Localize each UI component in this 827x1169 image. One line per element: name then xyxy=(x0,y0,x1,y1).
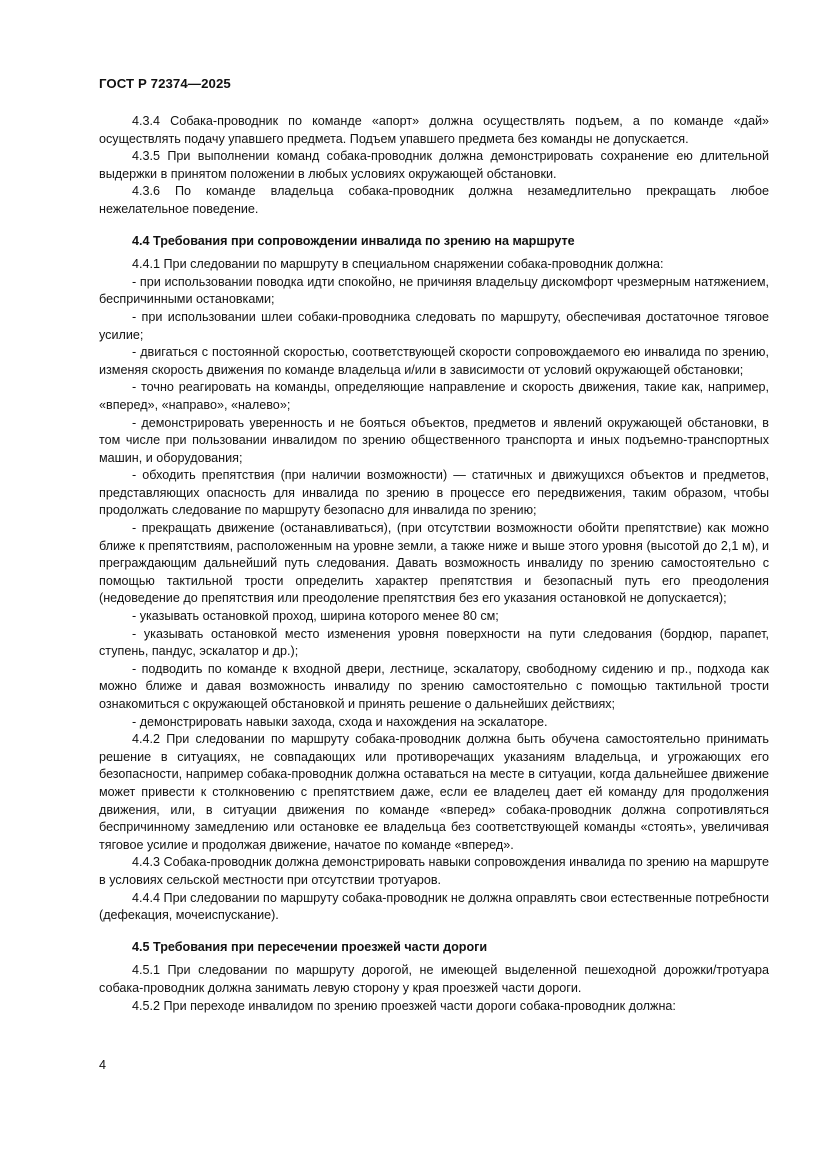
page-content xyxy=(99,113,769,1015)
page-number: 4 xyxy=(99,1058,107,1072)
list-item: - двигаться с постоянной скоростью, соответствующей скорости сопровождаемого ею инвалида по зрению, изменяя скорость движения по команде владельца и/или в зависимости от условий окружающей обстановки; xyxy=(99,345,769,377)
list-item: - обходить препятствия (при наличии возможности) — статичных и движущихся объектов и предметов, представляющих опасность для инвалида по зрению в процессе его передвижения, таким образом, чтобы продолжать следование по маршруту безопасно для инвалида по зрению; xyxy=(99,468,769,518)
list-item: - указывать остановкой проход, ширина которого менее 80 см; xyxy=(132,609,499,624)
clause-4-3-6: 4.3.6 По команде владельца собака-проводник должна незамедлительно прекращать любое нежелательное поведение. xyxy=(99,184,769,216)
list-item: - точно реагировать на команды, определяющие направление и скорость движения, такие как, например, «вперед», «направо», «налево»; xyxy=(99,380,769,412)
clause-4-5-2: 4.5.2 При переходе инвалидом по зрению проезжей части дороги собака-проводник должна: xyxy=(132,998,676,1013)
clause-4-4-1: 4.4.1 При следовании по маршруту в специальном снаряжении собака-проводник должна: xyxy=(132,257,664,272)
clause-4-4-2: 4.4.2 При следовании по маршруту собака-проводник должна быть обучена самостоятельно принимать решение в ситуациях, не совпадающих или противоречащих указаниям владельца, и угрожающих его безопасности, например собака-проводник должна оставаться на месте в ситуации, когда дальнейшее движение может привести к столкновению с препятствием даже, если ее владелец дает ей команду для продолжения движения, или, в ситуации движения по команде «вперед» собака-проводник должна сопротивляться беспричинному замедлению или остановке ее владельца без соответствующей команды «стоять», увеличивая тяговое усилие и продолжая движение, начатое по команде «вперед». xyxy=(99,732,769,852)
list-item: - при использовании шлеи собаки-проводника следовать по маршруту, обеспечивая достаточное тяговое усилие; xyxy=(99,309,769,342)
list-item: - указывать остановкой место изменения уровня поверхности на пути следования (бордюр, парапет, ступень, пандус, эскалатор и др.); xyxy=(99,626,769,659)
document-header: ГОСТ Р 72374—2025 xyxy=(99,76,231,91)
clause-4-3-5: 4.3.5 При выполнении команд собака-проводник должна демонстрировать сохранение ею длительной выдержки в принятом положении в любых условиях окружающей обстановки. xyxy=(99,149,769,181)
section-4-4-heading: 4.4 Требования при сопровождении инвалида по зрению на маршруте xyxy=(132,233,575,248)
clause-4-5-1: 4.5.1 При следовании по маршруту дорогой, не имеющей выделенной пешеходной дорожки/тротуара собака-проводник должна занимать левую сторону у края проезжей части дороги. xyxy=(99,963,769,995)
list-item: - при использовании поводка идти спокойно, не причиняя владельцу дискомфорт чрезмерным натяжением, беспричинными остановками; xyxy=(99,274,769,307)
list-item: - демонстрировать навыки захода, схода и нахождения на эскалаторе. xyxy=(132,714,548,729)
list-item: - демонстрировать уверенность и не бояться объектов, предметов и явлений окружающей обстановки, в том числе при пользовании инвалидом по зрению общественного транспорта и иных подъемно-транспортных машин, и оборудования; xyxy=(99,415,769,465)
clause-4-4-3: 4.4.3 Собака-проводник должна демонстрировать навыки сопровождения инвалида по зрению на маршруте в условиях сельской местности при отсутствии тротуаров. xyxy=(99,855,769,887)
clause-4-4-4: 4.4.4 При следовании по маршруту собака-проводник не должна оправлять свои естественные потребности (дефекация, мочеиспускание). xyxy=(99,890,769,923)
list-item: - прекращать движение (останавливаться), (при отсутствии возможности обойти препятствие) как можно ближе к препятствиям, расположенным на уровне земли, а также ниже и выше этого уровня (высотой до 2,1 м), и преграждающим дальнейший путь следования. Давать возможность инвалиду по зрению самостоятельно с помощью тактильной трости определить характер препятствия и безопасный путь его преодоления (недоведение до препятствия или преодоление препятствия без его указания остановкой не допускается); xyxy=(99,521,769,606)
clause-4-3-4: 4.3.4 Собака-проводник по команде «апорт» должна осуществлять подъем, а по команде «дай» осуществлять подачу упавшего предмета. Подъем упавшего предмета без команды не допускается. xyxy=(99,114,769,146)
section-4-5-heading: 4.5 Требования при пересечении проезжей части дороги xyxy=(132,939,488,954)
list-item: - подводить по команде к входной двери, лестнице, эскалатору, свободному сидению и пр., подхода как можно ближе и давая возможность инвалиду по зрению самостоятельно с помощью тактильной трости ознакомиться с окружающей обстановкой и принять решение о дальнейших действиях; xyxy=(99,661,769,711)
